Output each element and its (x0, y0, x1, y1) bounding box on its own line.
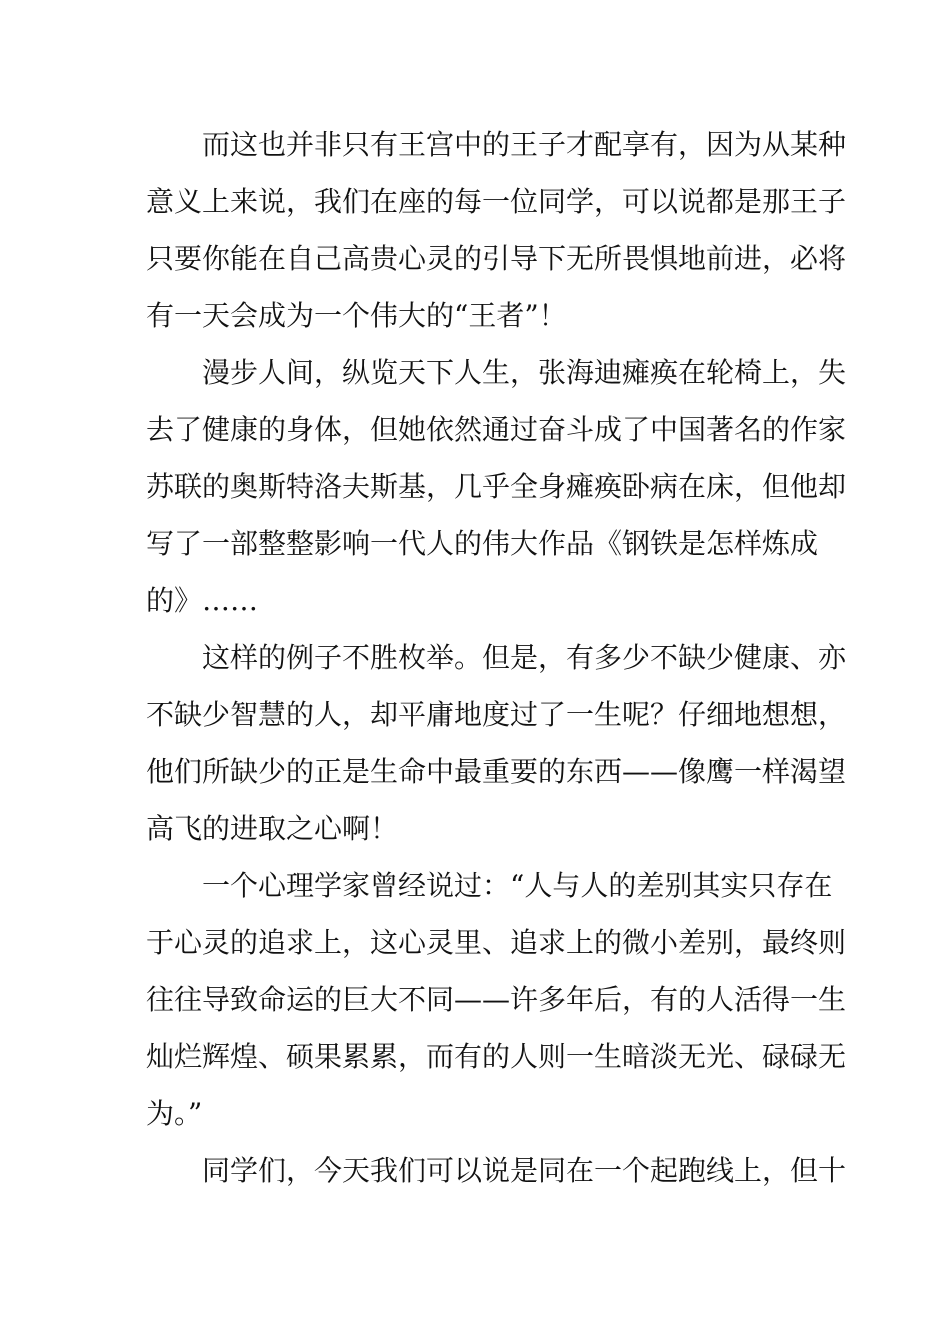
text-line: 灿烂辉煌、硕果累累，而有的人则一生暗淡无光、碌碌无 (146, 1040, 847, 1073)
text-line: 这样的例子不胜枚举。但是，有多少不缺少健康、亦 (202, 641, 847, 674)
text-line: 同学们，今天我们可以说是同在一个起跑线上，但十 (202, 1154, 847, 1187)
text-line: 意义上来说，我们在座的每一位同学，可以说都是那王子 (146, 185, 847, 218)
text-line: 高飞的进取之心啊！ (146, 812, 399, 845)
text-line: 为。” (146, 1097, 203, 1130)
text-line: 苏联的奥斯特洛夫斯基，几乎全身瘫痪卧病在床，但他却 (146, 470, 847, 503)
paragraph (146, 629, 847, 857)
text-line: 只要你能在自己高贵心灵的引导下无所畏惧地前进，必将 (146, 242, 847, 275)
text-line: 一个心理学家曾经说过：“人与人的差别其实只存在 (202, 869, 833, 902)
body-text (146, 116, 847, 1199)
paragraph (146, 344, 847, 629)
text-line: 漫步人间，纵览天下人生，张海迪瘫痪在轮椅上，失 (202, 356, 847, 389)
text-line: 写了一部整整影响一代人的伟大作品《钢铁是怎样炼成 (146, 527, 819, 560)
text-line: 的》…… (146, 584, 259, 617)
text-line: 往往导致命运的巨大不同——许多年后，有的人活得一生 (146, 983, 847, 1016)
text-line: 不缺少智慧的人，却平庸地度过了一生呢？仔细地想想， (146, 698, 847, 731)
paragraph (146, 116, 847, 344)
text-line: 而这也并非只有王宫中的王子才配享有，因为从某种 (202, 128, 847, 161)
text-line: 他们所缺少的正是生命中最重要的东西——像鹰一样渴望 (146, 755, 847, 788)
paragraph (146, 1142, 847, 1199)
text-line: 有一天会成为一个伟大的“王者”！ (146, 299, 567, 332)
text-line: 于心灵的追求上，这心灵里、追求上的微小差别，最终则 (146, 926, 847, 959)
paragraph (146, 857, 847, 1142)
text-line: 去了健康的身体，但她依然通过奋斗成了中国著名的作家 (146, 413, 847, 446)
